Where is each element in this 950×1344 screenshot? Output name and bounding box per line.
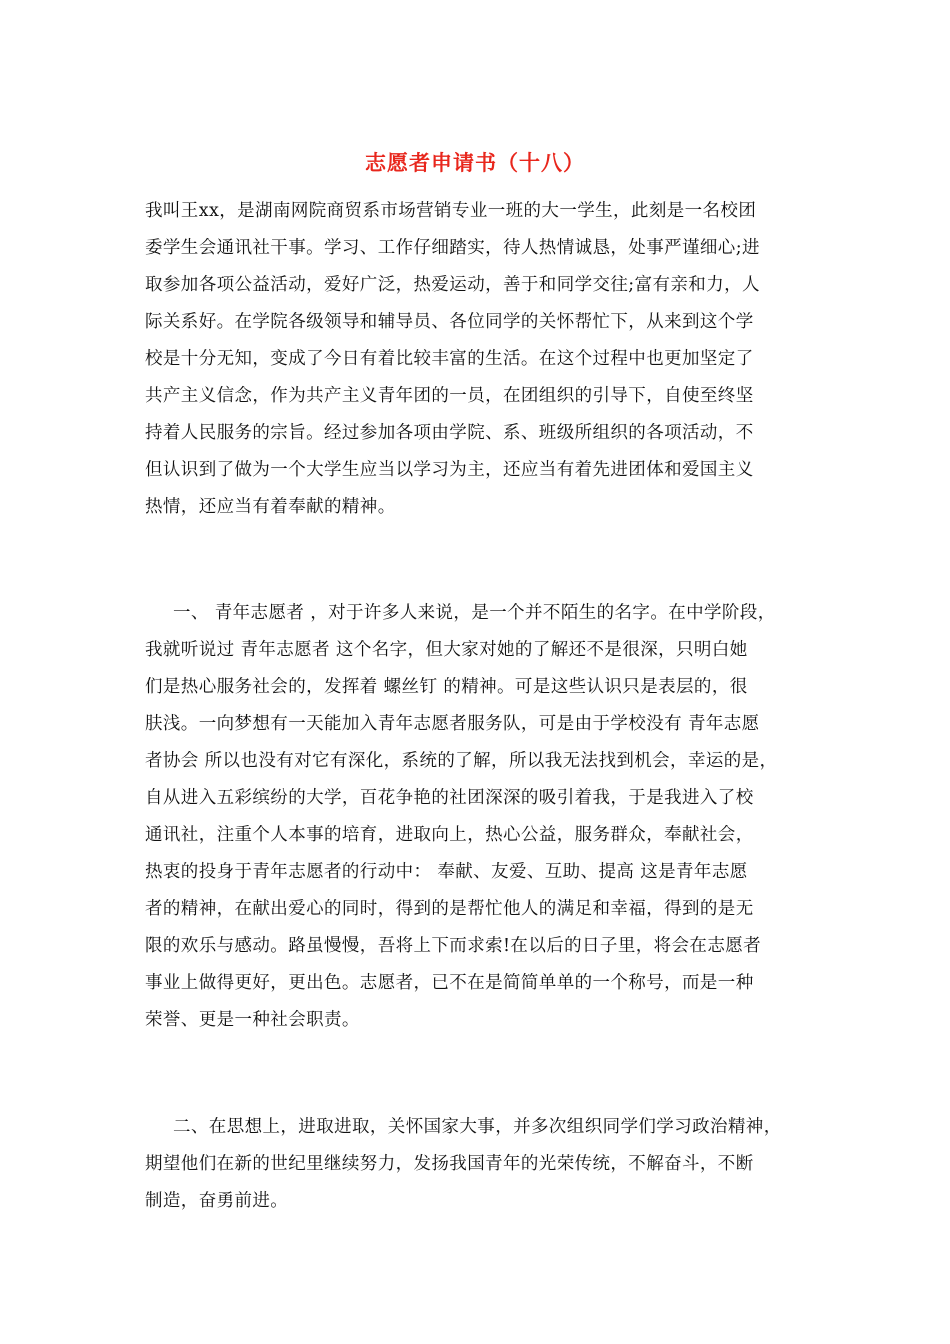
paragraph-1-line: 取参加各项公益活动，爱好广泛，热爱运动，善于和同学交往;富有亲和力，人	[145, 275, 760, 295]
paragraph-1-line: 热情，还应当有着奉献的精神。	[145, 497, 396, 517]
paragraph-1-line: 但认识到了做为一个大学生应当以学习为主，还应当有着先进团体和爱国主义	[145, 460, 754, 480]
paragraph-2-line: 限的欢乐与感动。路虽慢慢，吾将上下而求索!在以后的日子里，将会在志愿者	[145, 936, 762, 956]
paragraph-2-line: 肤浅。一向梦想有一天能加入青年志愿者服务队，可是由于学校没有 青年志愿	[145, 714, 760, 734]
paragraph-2-line: 事业上做得更好，更出色。志愿者，已不在是简简单单的一个称号，而是一种	[145, 973, 754, 993]
paragraph-1-line: 际关系好。在学院各级领导和辅导员、各位同学的关怀帮忙下，从来到这个学	[145, 312, 754, 332]
paragraph-2-line: 我就听说过 青年志愿者 这个名字，但大家对她的了解还不是很深，只明白她	[145, 640, 748, 660]
paragraph-3-line: 二、在思想上，进取进取，关怀国家大事，并多次组织同学们学习政治精神，	[173, 1117, 782, 1137]
paragraph-2-line: 通讯社，注重个人本事的培育，进取向上，热心公益，服务群众，奉献社会，	[145, 825, 754, 845]
paragraph-3-line: 制造，奋勇前进。	[145, 1191, 289, 1211]
paragraph-2-line: 荣誉、更是一种社会职责。	[145, 1010, 360, 1030]
paragraph-3-line: 期望他们在新的世纪里继续努力，发扬我国青年的光荣传统，不解奋斗，不断	[145, 1154, 754, 1174]
paragraph-1-line: 持着人民服务的宗旨。经过参加各项由学院、系、班级所组织的各项活动，不	[145, 423, 754, 443]
paragraph-2-line: 们是热心服务社会的，发挥着 螺丝钉 的精神。可是这些认识只是表层的，很	[145, 677, 748, 697]
paragraph-2-line: 者的精神，在献出爱心的同时，得到的是帮忙他人的满足和幸福，得到的是无	[145, 899, 754, 919]
paragraph-2-line: 热衷的投身于青年志愿者的行动中： 奉献、友爱、互助、提高 这是青年志愿	[145, 862, 748, 882]
paragraph-1-line: 我叫王xx，是湖南网院商贸系市场营销专业一班的大一学生，此刻是一名校团	[145, 201, 757, 221]
paragraph-2-line: 者协会 所以也没有对它有深化，系统的了解，所以我无法找到机会，幸运的是，	[145, 751, 778, 771]
paragraph-2-line: 自从进入五彩缤纷的大学，百花争艳的社团深深的吸引着我，于是我进入了校	[145, 788, 754, 808]
document-title: 志愿者申请书（十八）	[365, 150, 585, 175]
paragraph-2-line: 一、 青年志愿者 ，对于许多人来说，是一个并不陌生的名字。在中学阶段，	[173, 603, 776, 623]
paragraph-1-line: 委学生会通讯社干事。学习、工作仔细踏实，待人热情诚恳，处事严谨细心;进	[145, 238, 760, 258]
paragraph-1-line: 共产主义信念，作为共产主义青年团的一员，在团组织的引导下，自使至终坚	[145, 386, 754, 406]
paragraph-1-line: 校是十分无知，变成了今日有着比较丰富的生活。在这个过程中也更加坚定了	[145, 349, 754, 369]
